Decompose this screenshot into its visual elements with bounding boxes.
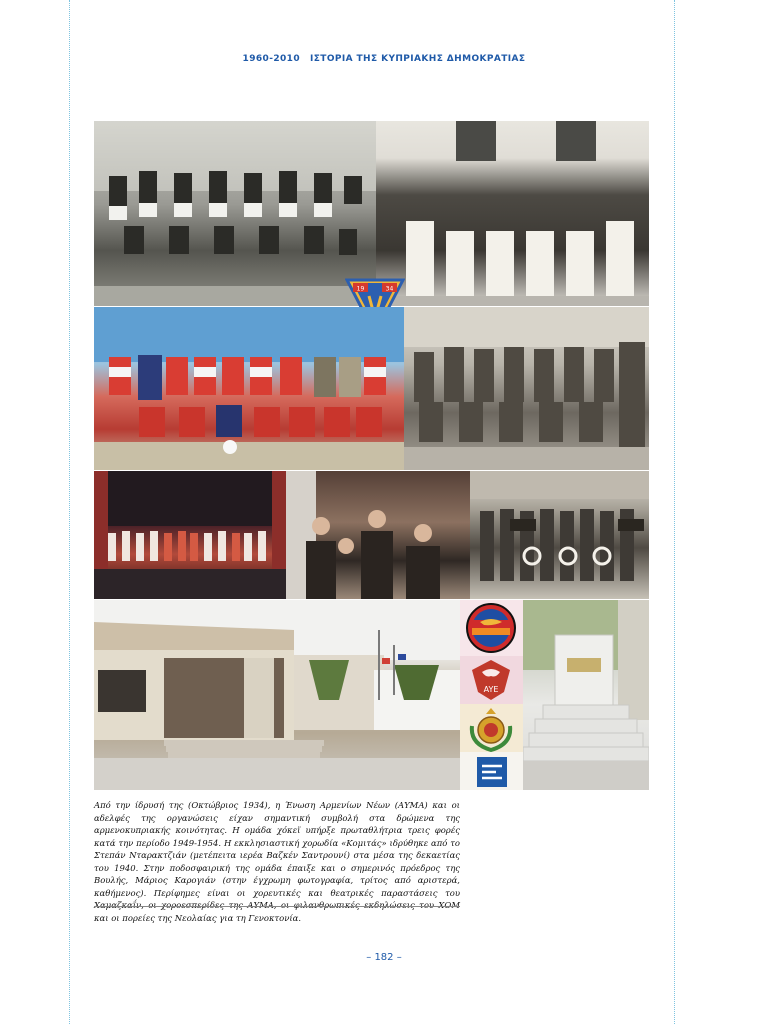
blue-square-logo-icon xyxy=(476,756,508,788)
building-scene xyxy=(94,600,460,790)
group-outdoor-photo xyxy=(404,307,649,470)
hockey-team-figures xyxy=(94,121,376,306)
wreath-crest-icon xyxy=(464,706,518,752)
photo-caption: Από την ίδρυσή της (Οκτώβριος 1934), η Ένωση Αρμενίων Νέων (ΑΥΜΑ) και οι αδελφές της οργανώσεις είχαν σημαντική συμβολή στα δρώμενα της αρμενοκυπριακής κοινότητας. Η ομάδα χόκεϊ υπήρξε πρωταθλήτρια τρεις φορές κατά την περίοδο 1949-1954. Η εκκλησιαστική χορωδία «Κομιτάς» ιδρύθηκε από το Στεπάν Νταρακτζιάν (μετέπειτα ιερέα Βαζκέν Σαντρουνί) στα μέσα της δεκαετίας του 1940. Στην ποδοσφαιρική της ομάδα έπαιξε και ο σημερινός πρόεδρος της Βουλής, Μάριος Καρογιάν (στην έγχρωμη φωτογραφία, τρίτος από αριστερά, καθήμενος). Περίφημες είναι οι χορευτικές και θεατρικές παραστάσεις του Χαμαζκαΐν, οι χοροεσπερίδες της ΑΥΜΑ, οι φιλανθρωπικές εκδηλώσεις του ΧΟΜ και οι πορείες της Νεολαίας για τη Γενοκτονία. xyxy=(94,800,460,923)
football-team-photo xyxy=(94,307,404,470)
march-figures xyxy=(470,471,649,599)
running-header xyxy=(0,54,768,64)
gala-dinner-photo xyxy=(286,471,470,599)
group-outdoor-figures xyxy=(404,307,649,470)
badge-right-digits: 34 xyxy=(385,285,394,293)
monument-scene xyxy=(523,600,649,790)
football-team-figures xyxy=(94,307,404,470)
lion-shield-icon xyxy=(470,658,512,702)
ayma-building-photo xyxy=(94,600,460,790)
page-number: – 182 – xyxy=(366,952,402,963)
margin-guide-right xyxy=(674,0,675,1024)
margin-guide-left xyxy=(69,0,70,1024)
youth-march-photo xyxy=(470,471,649,599)
emblem-column xyxy=(460,600,523,790)
gala-figures xyxy=(286,471,470,599)
blue-square-logo-shape xyxy=(476,756,508,788)
hockey-team-photo xyxy=(94,121,376,306)
dance-stage-figures xyxy=(94,471,286,599)
dance-performance-photo xyxy=(94,471,286,599)
lion-shield-shape xyxy=(470,658,512,702)
header-title: ΙΣΤΟΡΙΑ ΤΗΣ ΚΥΠΡΙΑΚΗΣ ΔΗΜΟΚΡΑΤΙΑΣ xyxy=(309,54,526,64)
wreath-crest-shape xyxy=(464,706,518,752)
cyprus-armenia-circle-icon xyxy=(464,602,518,654)
caption-rule xyxy=(94,906,460,907)
cyprus-armenia-circle-shape xyxy=(464,602,518,654)
memorial-monument-photo xyxy=(523,600,649,790)
choir-figures xyxy=(376,121,649,306)
header-years: 1960-2010 xyxy=(242,54,300,64)
church-choir-photo xyxy=(376,121,649,306)
lion-shield-text: AYE xyxy=(483,685,499,694)
badge-left-digits: 19 xyxy=(356,285,365,293)
